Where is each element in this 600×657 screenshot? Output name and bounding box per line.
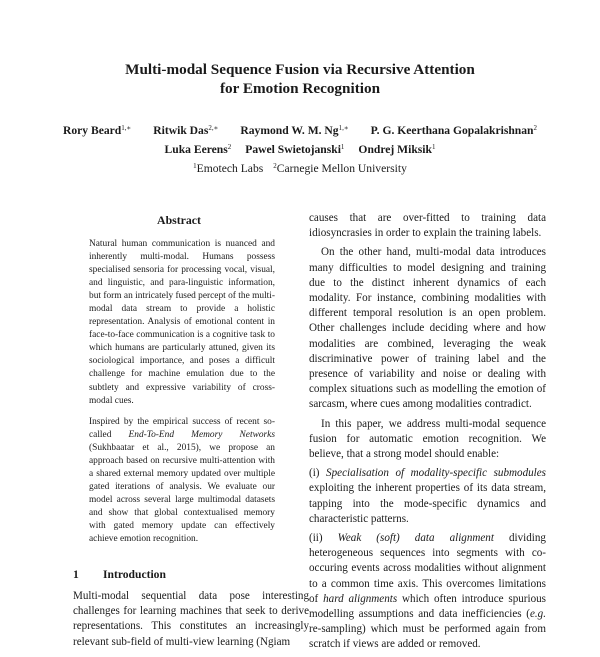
- abstract-paragraph: Natural human communication is nuanced and inherently multi-modal. Humans possess specialised sensoria for processing vocal, visual, and linguistic, and para-linguistic information, but form an intricately fused percept of the multi-modal data stream to provide a holistic representation. Analysis of emotional content in face-to-face communication is a cognitive task to which humans are particularly attuned, given its sociological importance, and poses a difficult challenge for machine emulation due to the subtlety and expressive variability of cross-modal cues.: [89, 239, 275, 406]
- author-name: Luka Eerens: [164, 143, 228, 156]
- author-name: Rory Beard: [62, 124, 122, 137]
- section-heading-introduction: [73, 568, 297, 581]
- section-number: 1: [73, 568, 79, 582]
- intro-body: [73, 589, 309, 650]
- left-column: [61, 213, 309, 650]
- abstract-heading: Abstract: [157, 213, 201, 227]
- author-line-1: [0, 120, 600, 139]
- affil-number: 1: [193, 162, 197, 170]
- abstract-paragraph: Inspired by the empirical success of recent so-called End-To-End Memory Networks (Sukhbaatar et al., 2015), we propose an approach based on recursive multi-attention with a shared external memory updated over multiple gated iterations of analysis. We evaluate our model across several large multimodal datasets and show that global contextualised memory with gated memory update can effectively achieve emotion recognition.: [89, 416, 275, 545]
- affiliation: Emotech Labs: [196, 162, 264, 175]
- author-affil: 2,∗: [208, 124, 219, 132]
- author-affil: 2: [227, 143, 232, 151]
- author-name: Ritwik Das: [153, 124, 209, 137]
- list-item: (ii) Weak (soft) data alignment dividing heterogeneous sequences into segments with co-occuring events across modalities without alignment to a common time axis. This overcomes limitations of hard alignments which often introduce spurious modelling assumptions and data inefficiencies (e.g. re-sampling) which must be performed again from scratch if views are added or removed.: [309, 532, 546, 651]
- body-paragraph: causes that are over-fitted to training data idiosyncrasies in order to explain the training labels.: [309, 212, 546, 240]
- author-affil: 1,∗: [121, 124, 132, 132]
- author-line-2: [0, 139, 600, 158]
- section-title: Introduction: [103, 568, 166, 582]
- affiliation: Carnegie Mellon University: [276, 162, 407, 175]
- affil-number: 2: [273, 162, 277, 170]
- author-affil: 2: [533, 124, 538, 132]
- author-name: Ondrej Miksik: [358, 143, 432, 156]
- intro-paragraph: Multi-modal sequential data pose interesting challenges for learning machines that seek to derive representations. This constitutes an increasingly relevant sub-field of multi-view learning (Ngiam: [73, 590, 309, 648]
- author-affil: 1,∗: [338, 124, 349, 132]
- author-name: Pawel Swietojanski: [245, 143, 341, 156]
- paper-title: [0, 60, 600, 98]
- author-name: P. G. Keerthana Gopalakrishnan: [370, 124, 534, 137]
- affiliation-line: [0, 158, 600, 177]
- author-block: [0, 120, 600, 177]
- author-affil: 1: [431, 143, 436, 151]
- author-affil: 1: [340, 143, 345, 151]
- title-line-1: Multi-modal Sequence Fusion via Recursive Attention: [125, 61, 475, 78]
- right-column: [309, 211, 546, 657]
- title-line-2: for Emotion Recognition: [219, 80, 381, 97]
- author-name: Raymond W. M. Ng: [240, 124, 339, 137]
- body-paragraph: In this paper, we address multi-modal sequence fusion for automatic emotion recognition. We believe, that a strong model should enable:: [309, 417, 546, 461]
- list-item: (i) Specialisation of modality-specific submodules exploiting the inherent properties of its data stream, tapping into the mode-specific dynamics and characteristic patterns.: [309, 467, 546, 525]
- abstract-body: [89, 238, 275, 546]
- body-paragraph: On the other hand, multi-modal data introduces many difficulties to model designing and training due to the distinct inherent dynamics of each modality. For instance, combining modalities with different temporal resolution is an open problem. Other challenges include deciding where and how modalities are combined, leveraging the weak discriminative power of training label and the presence of variability and noise or dealing with complex situations such as modelling the emotion of sarcasm, where cues among modalities contradict.: [309, 246, 546, 411]
